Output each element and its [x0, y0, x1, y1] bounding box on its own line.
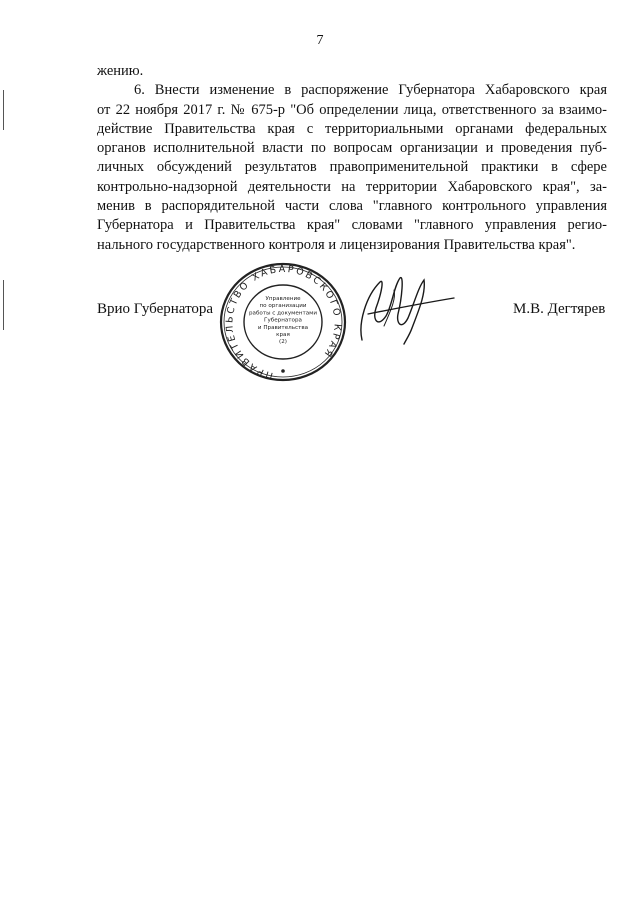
signer-position: Врио Губернатора [97, 301, 214, 317]
paragraph-item-6 [97, 62, 607, 255]
official-seal-stamp [216, 260, 350, 384]
text-line: контрольно-надзорной деятельности на территории Хабаровского края", за- [97, 178, 607, 195]
text-line: личных обсуждений результатов правоприменительной практики в сфере [97, 159, 607, 176]
text-line: органов исполнительной власти по вопросам организации и проведения пуб- [97, 140, 607, 157]
scan-edge-mark [3, 280, 4, 330]
handwritten-signature [348, 268, 456, 348]
signer-name: М.В. Дегтярев [513, 301, 606, 317]
seal-inner-line: и Правительства [257, 324, 309, 331]
text-line: 6. Внести изменение в распоряжение Губернатора Хабаровского края [134, 82, 607, 99]
seal-inner-line: работы с документами [249, 310, 317, 317]
seal-inner-text [249, 296, 317, 345]
seal-inner-line: Управление [265, 296, 301, 302]
seal-inner-line: края [276, 332, 290, 338]
text-line: нального государственного контроля и лицензирования Правительства края". [97, 236, 576, 253]
text-line: от 22 ноября 2017 г. № 675-р "Об определении лица, ответственного за взаимо- [97, 101, 607, 118]
seal-inner-line: по организации [259, 303, 307, 310]
text-line: менив в распорядительной части слова "главного контрольного управления [97, 198, 607, 215]
seal-inner-line: Губернатора [264, 317, 302, 324]
text-line: действие Правительства края с территориальными органами федеральных [97, 120, 607, 137]
text-line: Губернатора и Правительства края" словами "главного управления регио- [97, 217, 607, 234]
scan-edge-mark [3, 90, 4, 130]
text-line: жению. [97, 63, 144, 79]
page-number: 7 [316, 33, 324, 48]
seal-inner-line: (2) [279, 339, 287, 346]
seal-outer-text: ПРАВИТЕЛЬСТВО ХАБАРОВСКОГО КРАЯ [224, 263, 343, 381]
